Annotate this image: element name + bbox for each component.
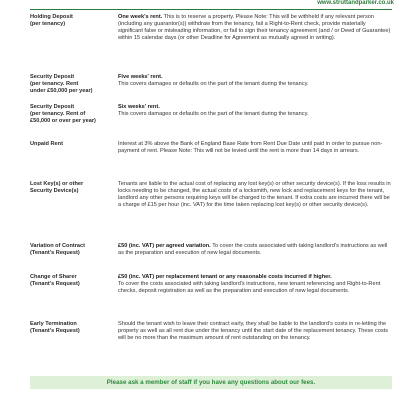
fee-description: £50 (inc. VAT) per agreed variation. To cover the costs associated with taking landlord's instructions as well as the preparation and execution of new legal documents. <box>118 243 388 256</box>
top-divider <box>30 9 392 10</box>
fee-amount: £50 (inc. VAT) per agreed variation. <box>118 243 211 249</box>
fee-label: Unpaid Rent <box>30 141 63 147</box>
questions-banner <box>30 376 392 389</box>
fee-description: One week's rent. This is to reserve a property. Please Note: This will be withheld if any relevant person (including any guarantor(s)) withdraw from the tenancy, fail a Right-to-Rent check, provide materially significant false or misleading information, or fail to sign their tenancy agreement (and / or Deed of Guarantee) within 15 calendar days (or other Deadline for Agreement as mutually agreed in writing). <box>118 14 391 41</box>
fee-amount: One week's rent. <box>118 14 163 20</box>
fee-amount: Six weeks' rent. <box>118 104 160 110</box>
website-url: www.struttandparker.co.uk <box>317 0 394 6</box>
fee-amount: Five weeks' rent. <box>118 74 163 80</box>
fee-amount: £50 (inc. VAT) per replacement tenant or any reasonable costs incurred if higher. <box>118 274 332 280</box>
fee-description: Six weeks' rent. This covers damages or defaults on the part of the tenant during the tenancy. <box>118 104 392 118</box>
banner-text: Please ask a member of staff if you have any questions about our fees. <box>106 379 316 386</box>
fee-description: Tenants are liable to the actual cost of replacing any lost key(s) or other security device(s). If the loss results in locks needing to be changed, the actual costs of a locksmith, new lock and replacement keys for the tenant, landlord any other persons requiring keys will be charged to the tenant. If extra costs are incurred there will be a charge of £15 per hour (inc. VAT) for the time taken replacing lost key(s) or other security device(s). <box>118 181 391 208</box>
fee-label: Change of Sharer (Tenant's Request) <box>30 274 80 287</box>
fee-label: Lost Key(s) or other Security Device(s) <box>30 181 84 194</box>
fee-description: Five weeks' rent. This covers damages or defaults on the part of the tenant during the tenancy. <box>118 74 392 88</box>
fee-label: Security Deposit (per tenancy. Rent of £50,000 or over per year) <box>30 104 96 124</box>
fee-description: £50 (inc. VAT) per replacement tenant or any reasonable costs incurred if higher. To cover the costs associated with taking landlord's instructions, new tenant referencing and Right-to-Rent checks, deposit registration as well as the preparation and execution of new legal documents. <box>118 274 392 295</box>
fee-label: Security Deposit (per tenancy. Rent under £50,000 per year) <box>30 74 93 94</box>
fee-label: Variation of Contract (Tenant's Request) <box>30 243 86 256</box>
fee-description: Interest at 3% above the Bank of England Base Rate from Rent Due Date until paid in order to pursue non-payment of rent. Please Note: This will not be levied until the rent is more than 14 days in arrears. <box>118 141 383 154</box>
fee-description: Should the tenant wish to leave their contract early, they shall be liable to the landlord's costs in re-letting the property as well as all rent due under the tenancy until the start date of the replacement tenancy. These costs will be no more than the maximum amount of rent outstanding on the tenancy. <box>118 321 389 341</box>
fee-label: Holding Deposit (per tenancy) <box>30 14 73 27</box>
fee-label: Early Termination (Tenant's Request) <box>30 321 80 334</box>
